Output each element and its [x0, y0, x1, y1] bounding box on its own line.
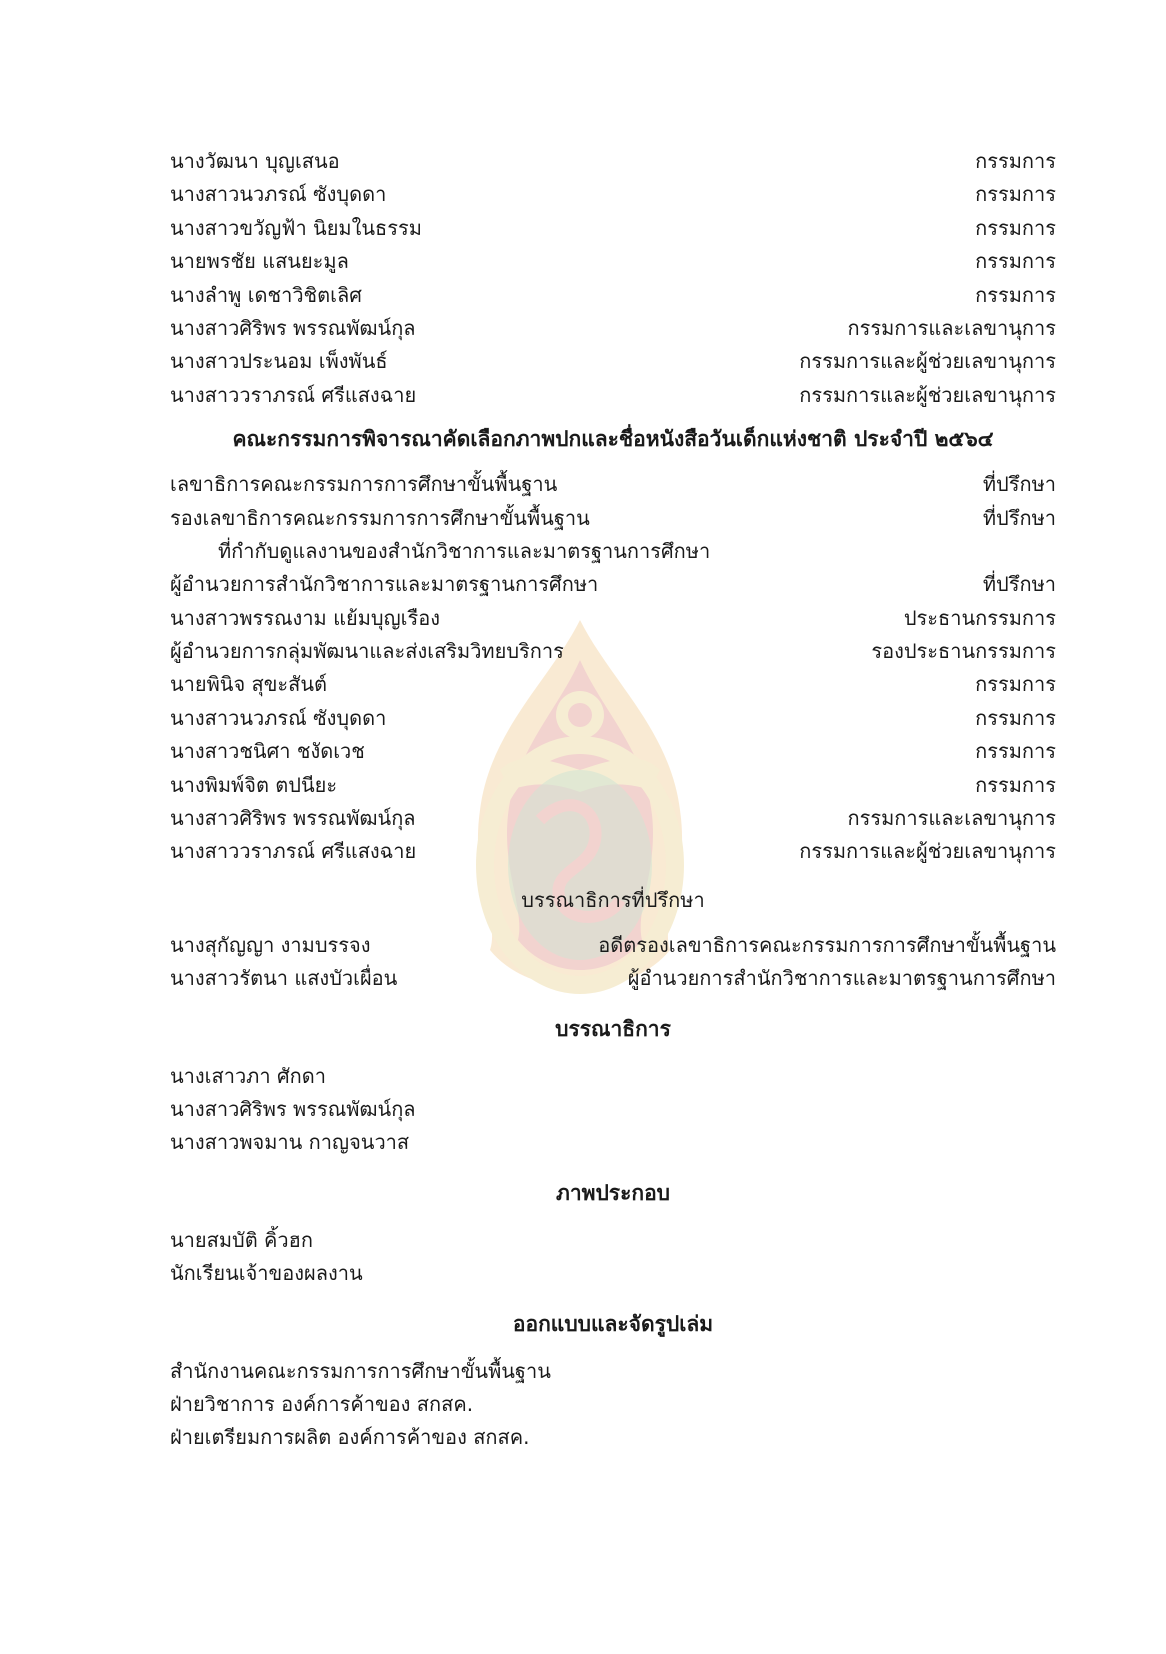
member-role: กรรมการ	[975, 772, 1056, 797]
credits-page	[170, 145, 1056, 1455]
member-row	[170, 962, 1056, 995]
member-row	[170, 345, 1056, 378]
member-name: นางสาววราภรณ์ ศรีแสงฉาย	[170, 839, 417, 864]
member-row	[170, 702, 1056, 735]
member-role: กรรมการและผู้ช่วยเลขานุการ	[799, 382, 1056, 407]
member-row	[170, 802, 1056, 835]
member-name: นางสาวชนิศา ชงัดเวช	[170, 739, 365, 764]
member-name: นางสาวรัตนา แสงบัวเผื่อน	[170, 966, 398, 991]
member-role: ประธานกรรมการ	[903, 605, 1056, 630]
member-name: นางสาวขวัญฟ้า นิยมในธรรม	[170, 215, 422, 240]
advisors-title: บรรณาธิการที่ปรึกษา	[521, 887, 705, 912]
member-role: กรรมการ	[975, 282, 1056, 307]
member-name: นางพิมพ์จิต ตปนียะ	[170, 772, 338, 797]
member-row	[170, 929, 1056, 962]
member-role: กรรมการและผู้ช่วยเลขานุการ	[799, 349, 1056, 374]
credit-line: ฝ่ายวิชาการ องค์การค้าของ สกสค.	[170, 1391, 474, 1416]
member-name: ผู้อำนวยการกลุ่มพัฒนาและส่งเสริมวิทยบริการ	[170, 639, 564, 664]
member-name: ผู้อำนวยการสำนักวิชาการและมาตรฐานการศึกษา	[170, 572, 599, 597]
member-row	[170, 635, 1056, 668]
member-name: นางสาวนวภรณ์ ซังบุดดา	[170, 182, 387, 207]
member-row	[170, 735, 1056, 768]
committee-list-2	[170, 468, 1056, 869]
member-name: นางสาวนวภรณ์ ซังบุดดา	[170, 705, 387, 730]
member-row	[170, 279, 1056, 312]
member-role: ที่ปรึกษา	[982, 505, 1056, 530]
member-name: นางวัฒนา บุญเสนอ	[170, 149, 340, 173]
editors-list	[170, 1060, 1056, 1160]
member-name: นางลำพู เดชาวิชิตเลิศ	[170, 282, 362, 307]
committee2-title: คณะกรรมการพิจารณาคัดเลือกภาพปกและชื่อหนังสือวันเด็กแห่งชาติ ประจำปี ๒๕๖๔	[232, 427, 994, 452]
member-name: นายพรชัย แสนยะมูล	[170, 249, 349, 274]
member-row	[170, 502, 1056, 535]
credit-line: นางเสาวภา ศักดา	[170, 1063, 326, 1088]
member-row	[170, 602, 1056, 635]
member-row	[170, 178, 1056, 211]
credit-line: นายสมบัติ คิ้วฮก	[170, 1227, 313, 1252]
editors-title: บรรณาธิการ	[555, 1016, 671, 1041]
member-row	[170, 468, 1056, 501]
member-row	[170, 245, 1056, 278]
credit-line: นักเรียนเจ้าของผลงาน	[170, 1261, 363, 1286]
member-name: นางสาวศิริพร พรรณพัฒน์กุล	[170, 806, 416, 831]
member-role: กรรมการ	[975, 215, 1056, 240]
member-name: นางสาวประนอม เพ็งพันธ์	[170, 349, 388, 374]
member-name: นางสุกัญญา งามบรรจง	[170, 932, 371, 957]
member-role: กรรมการและผู้ช่วยเลขานุการ	[799, 839, 1056, 864]
member-role: กรรมการ	[975, 182, 1056, 207]
member-name: เลขาธิการคณะกรรมการการศึกษาขั้นพื้นฐาน	[170, 472, 558, 497]
design-title: ออกแบบและจัดรูปเล่ม	[512, 1311, 714, 1336]
member-role: กรรมการและเลขานุการ	[847, 806, 1056, 831]
member-role: กรรมการ	[975, 249, 1056, 274]
member-name: นางสาววราภรณ์ ศรีแสงฉาย	[170, 382, 417, 407]
credit-line: นางสาวศิริพร พรรณพัฒน์กุล	[170, 1096, 416, 1121]
member-name: นางสาวพรรณงาม แย้มบุญเรือง	[170, 605, 440, 630]
credit-line: สำนักงานคณะกรรมการการศึกษาขั้นพื้นฐาน	[170, 1358, 551, 1383]
member-row	[170, 212, 1056, 245]
member-role: รองประธานกรรมการ	[871, 639, 1056, 664]
member-name: นางสาวศิริพร พรรณพัฒน์กุล	[170, 315, 416, 340]
member-role: ที่ปรึกษา	[982, 472, 1056, 497]
member-name: รองเลขาธิการคณะกรรมการการศึกษาขั้นพื้นฐาน	[170, 505, 590, 530]
member-row	[170, 769, 1056, 802]
member-role: กรรมการ	[975, 739, 1056, 764]
credit-line: นางสาวพจมาน กาญจนวาส	[170, 1130, 410, 1155]
credit-line: ฝ่ายเตรียมการผลิต องค์การค้าของ สกสค.	[170, 1425, 530, 1450]
member-row	[170, 145, 1056, 178]
advisors-list	[170, 929, 1056, 996]
member-name: นายพินิจ สุขะสันต์	[170, 672, 328, 697]
member-role: กรรมการ	[975, 705, 1056, 730]
member-name: ที่กำกับดูแลงานของสำนักวิชาการและมาตรฐานการศึกษา	[218, 538, 711, 563]
member-role: ที่ปรึกษา	[982, 572, 1056, 597]
member-row	[170, 568, 1056, 601]
member-row	[170, 379, 1056, 412]
member-role: กรรมการ	[975, 672, 1056, 697]
committee-list-1	[170, 145, 1056, 412]
member-role: ผู้อำนวยการสำนักวิชาการและมาตรฐานการศึกษา	[627, 966, 1056, 991]
member-role: กรรมการ	[975, 149, 1056, 173]
member-row	[170, 312, 1056, 345]
design-list	[170, 1355, 1056, 1455]
illustrations-title: ภาพประกอบ	[555, 1180, 671, 1205]
illustrations-list	[170, 1224, 1056, 1291]
member-row	[170, 668, 1056, 701]
member-row	[170, 535, 1056, 568]
member-role: กรรมการและเลขานุการ	[847, 315, 1056, 340]
member-role: อดีตรองเลขาธิการคณะกรรมการการศึกษาขั้นพื้นฐาน	[598, 932, 1056, 957]
member-row	[170, 835, 1056, 868]
